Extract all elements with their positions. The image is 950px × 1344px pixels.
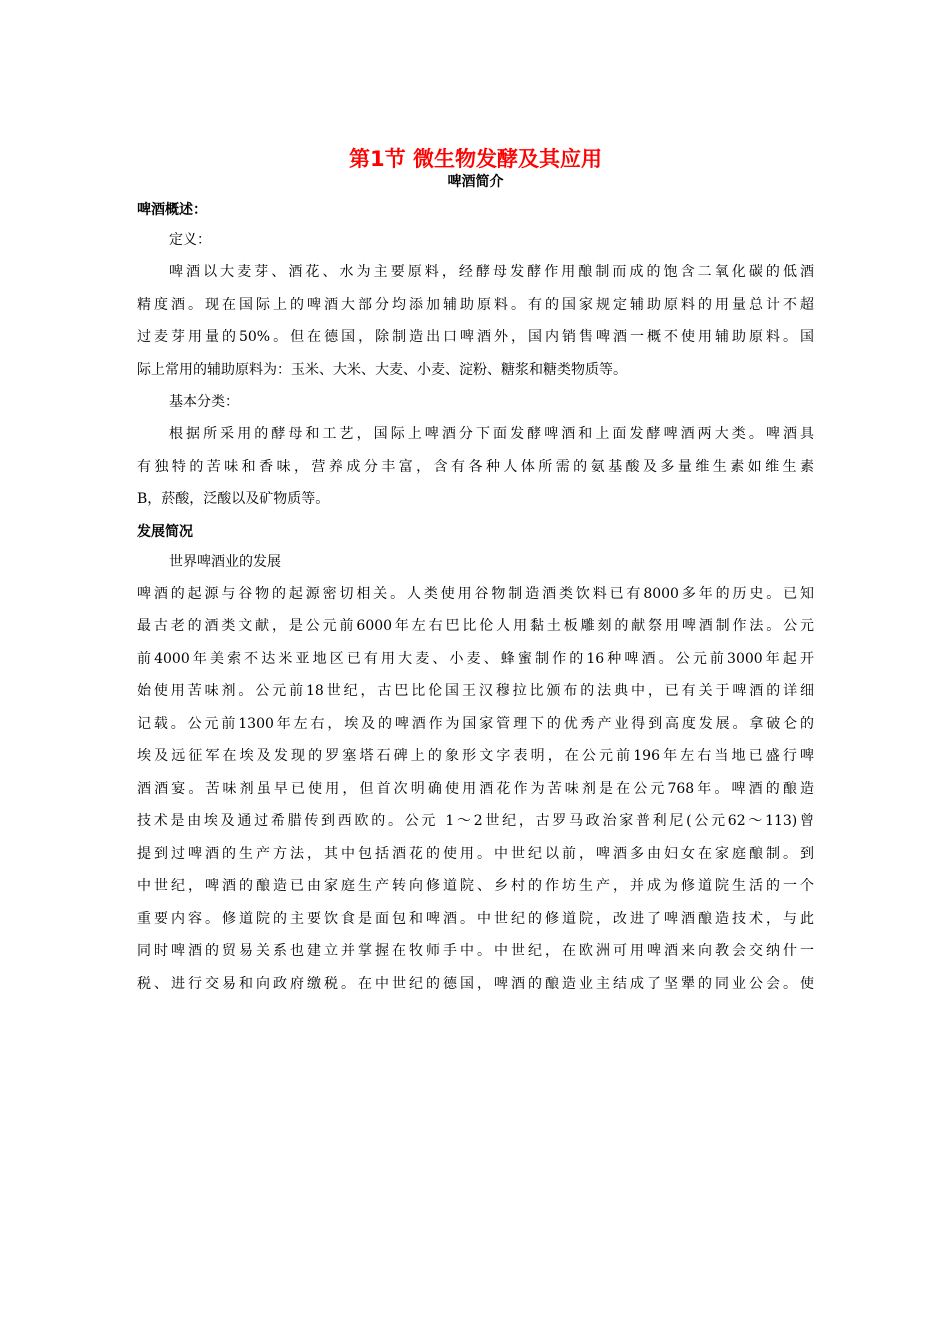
text-line: 同时啤酒的贸易关系也建立并掌握在牧师手中。中世纪，在欧洲可用啤酒来向教会交纳什一 [137,943,814,959]
section-development [137,518,814,1001]
document-page [137,140,814,1000]
text-line: 际上常用的辅助原料为：玉米、大米、大麦、小麦、淀粉、糖浆和糖类物质等。 [137,361,627,378]
history-paragraph [137,578,814,1001]
text-line: 中世纪，啤酒的酿造已由家庭生产转向修道院、乡村的作坊生产，并成为修道院生活的一个 [137,878,814,894]
text-line: 根据所采用的酵母和工艺，国际上啤酒分下面发酵啤酒和上面发酵啤酒两大类。啤酒具 [169,426,814,442]
text-line: 埃及远征军在埃及发现的罗塞塔石碑上的象形文字表明，在公元前196年左右当地已盛行啤 [137,748,814,764]
text-line: 前4000年美索不达米亚地区已有用大麦、小麦、蜂蜜制作的16种啤酒。公元前3000年起开 [137,650,814,667]
definition-paragraph [137,256,814,386]
classification-label: 基本分类： [169,394,239,410]
section-overview [137,196,814,516]
text-line: 有独特的苦味和香味，营养成分丰富，含有各种人体所需的氨基酸及多量维生素如维生素 [137,458,814,475]
text-line: B，菸酸，泛酸以及矿物质等。 [137,491,330,507]
text-line: 酒酒宴。苦味剂虽早已使用，但首次明确使用酒花作为苦味剂是在公元768年。啤酒的酿造 [137,780,814,797]
text-line: 最古老的酒类文献，是公元前6000年左右巴比伦人用黏土板雕刻的献祭用啤酒制作法。公元 [137,618,814,634]
text-line: 过麦芽用量的50%。但在德国，除制造出口啤酒外，国内销售啤酒一概不使用辅助原料。国 [137,329,814,345]
definition-label: 定义： [169,232,211,248]
world-beer-label: 世界啤酒业的发展 [169,553,281,570]
text-line: 精度酒。现在国际上的啤酒大部分均添加辅助原料。有的国家规定辅助原料的用量总计不超 [137,296,814,313]
classification-paragraph [137,418,814,516]
text-line: 提到过啤酒的生产方法，其中包括酒花的使用。中世纪以前，啤酒多由妇女在家庭酿制。到 [137,845,814,862]
text-line: 记载。公元前1300年左右，埃及的啤酒作为国家管理下的优秀产业得到高度发展。拿破仑的 [137,715,814,732]
text-line: 啤酒以大麦芽、酒花、水为主要原料，经酵母发酵作用酿制而成的饱含二氧化碳的低酒 [169,264,814,280]
text-line: 重要内容。修道院的主要饮食是面包和啤酒。中世纪的修道院，改进了啤酒酿造技术，与此 [137,910,814,927]
section-heading-development: 发展简况 [137,523,193,540]
text-line: 税、进行交易和向政府缴税。在中世纪的德国，啤酒的酿造业主结成了坚犟的同业公会。使 [137,975,814,992]
chapter-title: 第1节 微生物发酵及其应用 [349,147,602,171]
text-line: 啤酒的起源与谷物的起源密切相关。人类使用谷物制造酒类饮料已有8000多年的历史。已知 [137,585,814,602]
text-line: 始使用苦味剂。公元前18世纪，古巴比伦国王汉穆拉比颁布的法典中，已有关于啤酒的详细 [137,683,814,699]
text-line: 技术是由埃及通过希腊传到西欧的。公元 1～2世纪，古罗马政治家普利尼(公元62～113)曾 [137,813,814,829]
document-subtitle: 啤酒简介 [447,174,504,190]
section-heading-overview: 啤酒概述： [137,202,207,218]
